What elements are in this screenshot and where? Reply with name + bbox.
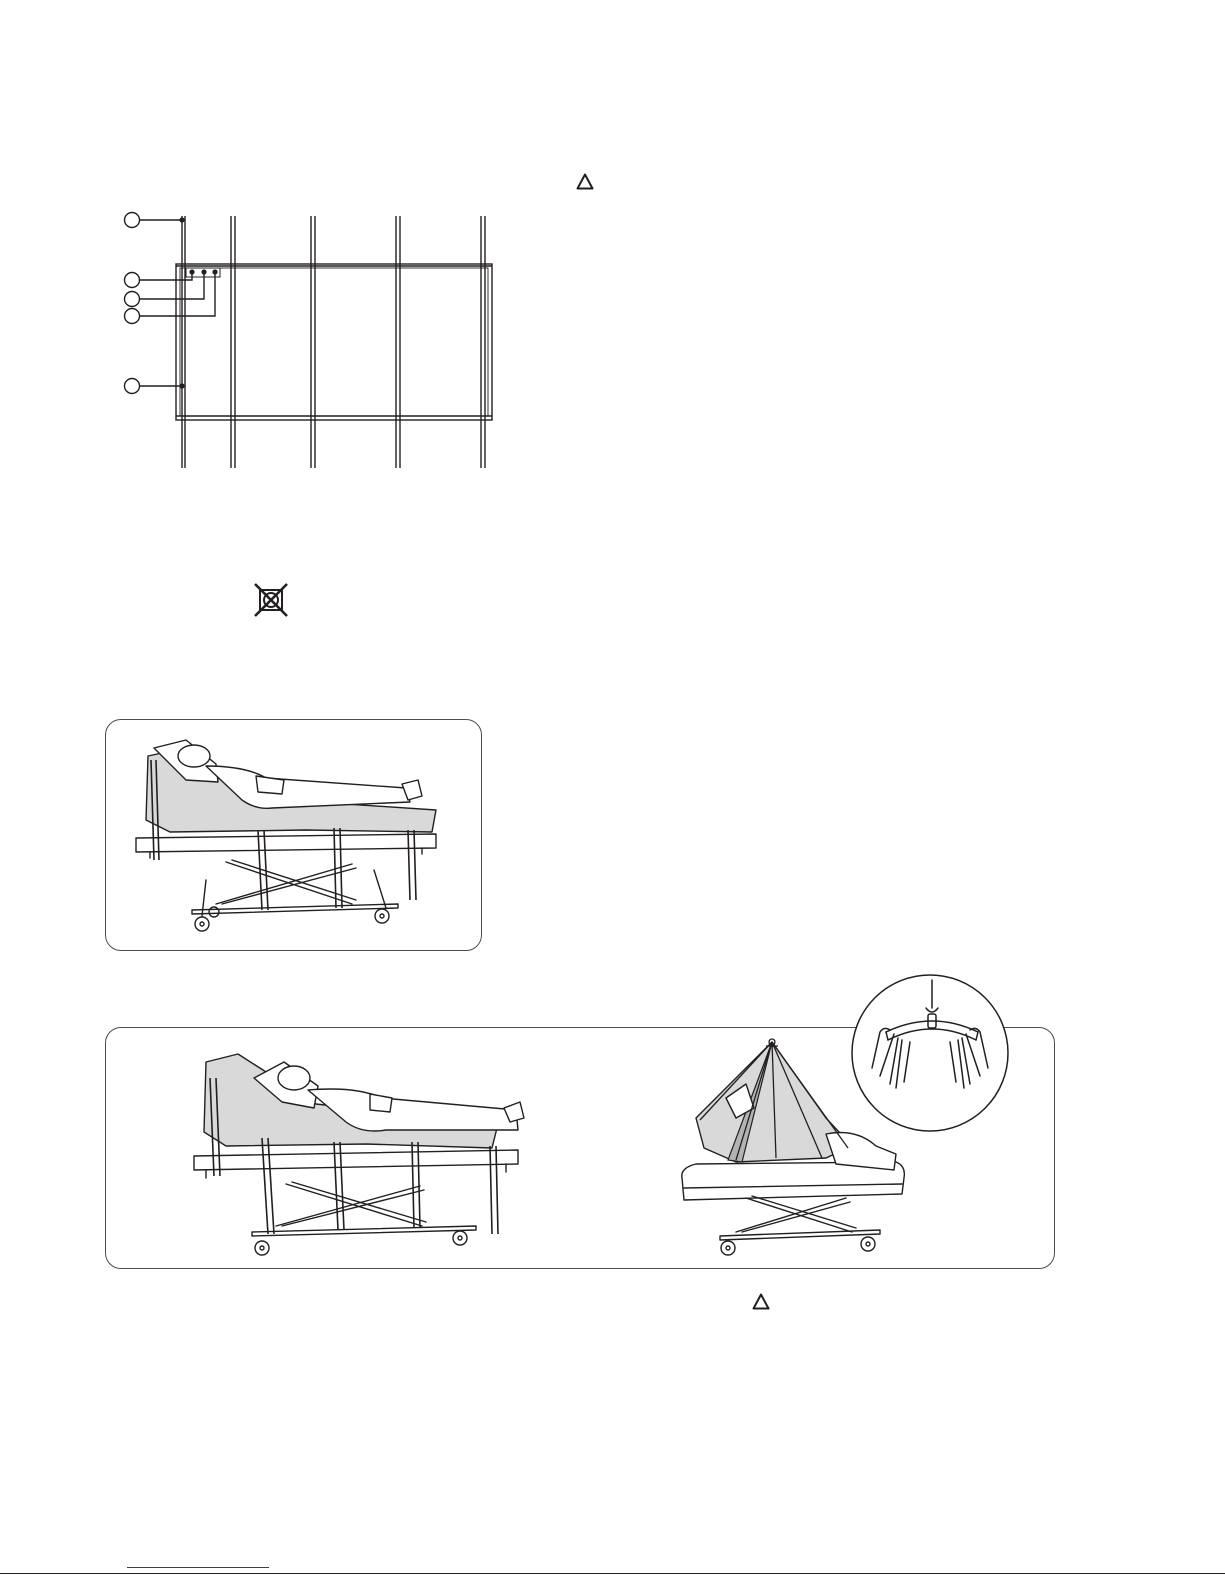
sling-diagram	[120, 210, 505, 475]
warning-triangle-icon	[752, 1293, 770, 1310]
footer-link-underline[interactable]	[127, 1567, 269, 1568]
patient-on-stretcher-with-sling	[106, 720, 481, 950]
do-not-tumble-dry-icon	[252, 581, 290, 618]
warning-triangle-icon	[576, 173, 594, 190]
footer-rule	[0, 1573, 1225, 1574]
spreader-bar-detail	[850, 972, 1010, 1134]
patient-on-stretcher-sling-straps	[186, 1038, 546, 1268]
illustration-panel-stretcher	[105, 719, 482, 951]
